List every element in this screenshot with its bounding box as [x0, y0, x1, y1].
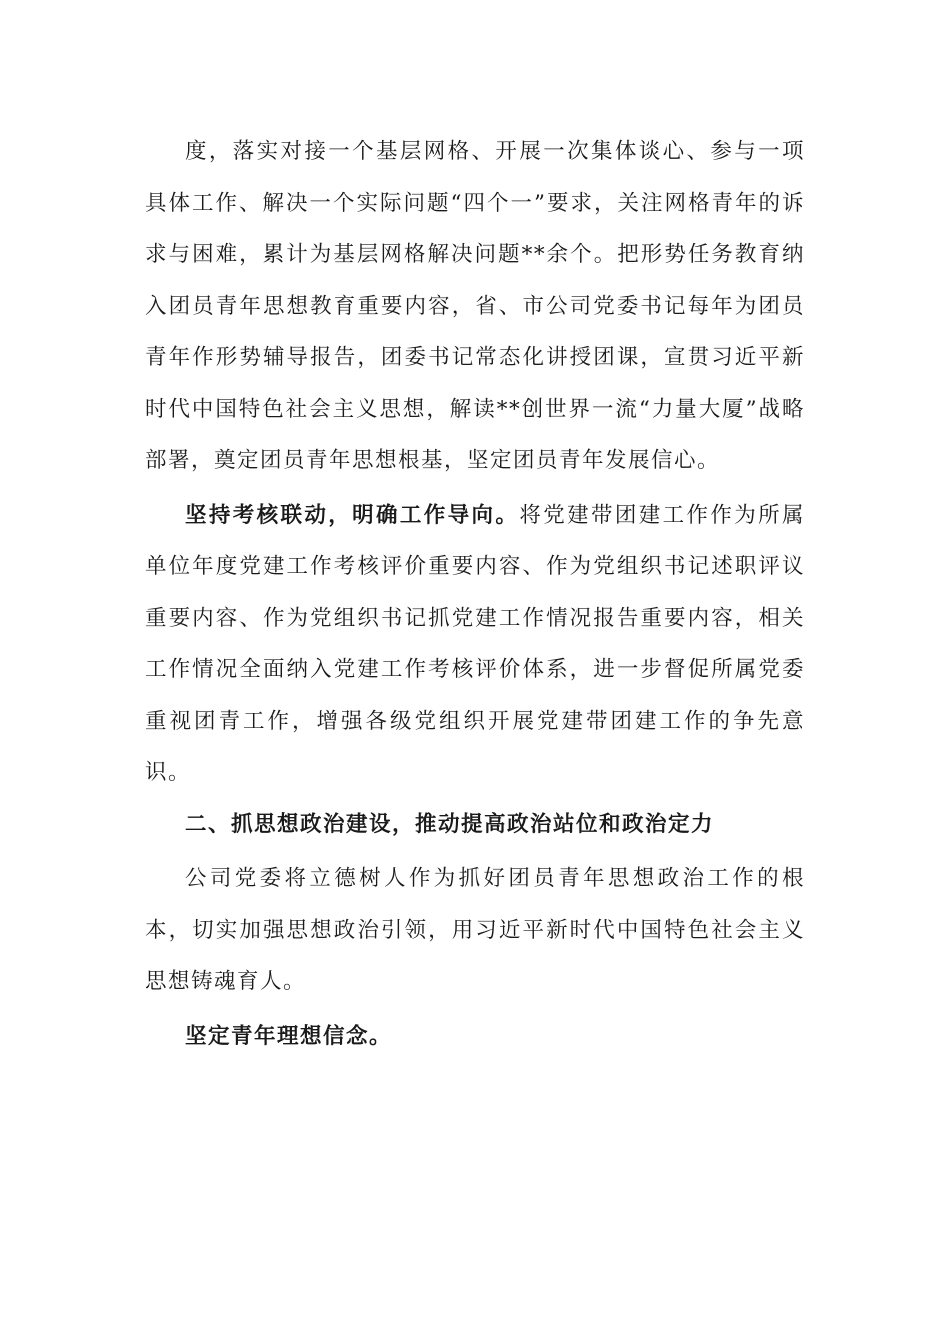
paragraph-4-lead: 坚定青年理想信念。	[185, 1023, 393, 1049]
section-heading-2: 二、抓思想政治建设，推动提高政治站位和政治定力	[185, 811, 715, 837]
paragraph-1-text: 度，落实对接一个基层网格、开展一次集体谈心、参与一项具体工作、解决一个实际问题“四个一”要求，关注网格青年的诉求与困难，累计为基层网格解决问题**余个。把形势任务教育纳入团员青年思想教育重要内容，省、市公司党委书记每年为团员青年作形势辅导报告，团委书记常态化讲授团课，宣贯习近平新时代中国特色社会主义思想，解读**创世界一流“力量大厦”战略部署，奠定团员青年思想根基，坚定团员青年发展信心。	[145, 139, 805, 473]
paragraph-2-body: 将党建带团建工作作为所属单位年度党建工作考核评价重要内容、作为党组织书记述职评议重要内容、作为党组织书记抓党建工作情况报告重要内容，相关工作情况全面纳入党建工作考核评价体系，进一步督促所属党委重视团青工作，增强各级党组织开展党建带团建工作的争先意识。	[145, 502, 805, 785]
paragraph-2-lead: 坚持考核联动，明确工作导向。	[185, 502, 520, 528]
paragraph-2	[145, 490, 805, 799]
paragraph-4	[145, 1011, 805, 1063]
paragraph-1	[145, 126, 805, 487]
paragraph-3-text: 公司党委将立德树人作为抓好团员青年思想政治工作的根本，切实加强思想政治引领，用习近平新时代中国特色社会主义思想铸魂育人。	[145, 866, 805, 994]
document-body	[145, 126, 805, 1062]
paragraph-3	[145, 853, 805, 1008]
